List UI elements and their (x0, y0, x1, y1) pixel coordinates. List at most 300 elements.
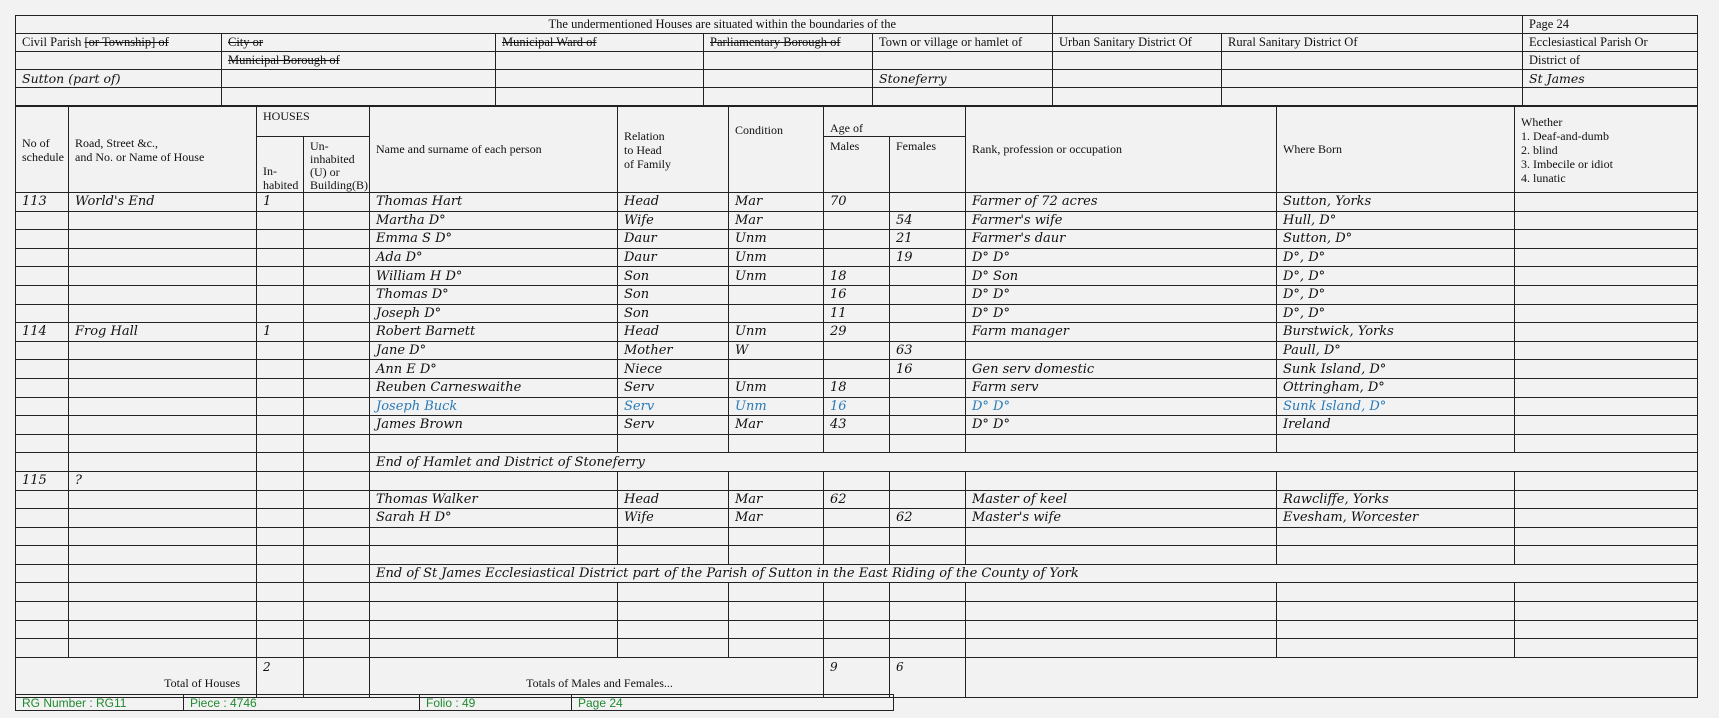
cell-male-age: 11 (824, 304, 890, 323)
cell-inhabited (257, 285, 304, 304)
cell-uninhabited (304, 583, 370, 602)
cell-schedule (16, 509, 69, 528)
cell-relation (618, 434, 729, 453)
cell-uninhabited (304, 230, 370, 249)
cell-name (370, 583, 618, 602)
cell-infirmity (1515, 416, 1698, 435)
cell-road (69, 267, 257, 286)
cell-uninhabited (304, 546, 370, 565)
cell-female-age (890, 285, 966, 304)
cell-occupation (966, 583, 1277, 602)
cell-female-age (890, 490, 966, 509)
cell-schedule (16, 360, 69, 379)
cell-name: Emma S D° (370, 230, 618, 249)
cell-inhabited (257, 416, 304, 435)
cell-condition (729, 602, 824, 621)
cell-name (370, 602, 618, 621)
cell-name: William H D° (370, 267, 618, 286)
label-urban-sanitary: Urban Sanitary District Of (1053, 34, 1222, 52)
cell-infirmity (1515, 304, 1698, 323)
col-schedule: No of schedule (16, 107, 69, 193)
total-males: 9 (824, 657, 890, 697)
cell-schedule (16, 546, 69, 565)
cell-occupation (966, 639, 1277, 658)
cell-female-age: 63 (890, 341, 966, 360)
cell-male-age (824, 620, 890, 639)
table-row (16, 546, 1698, 565)
cell-infirmity (1515, 490, 1698, 509)
footer-rg: RG Number : RG11 (16, 695, 184, 711)
cell-schedule (16, 341, 69, 360)
cell-uninhabited (304, 564, 370, 583)
cell-road: Frog Hall (69, 323, 257, 342)
cell-condition: Unm (729, 230, 824, 249)
census-sheet (15, 15, 1698, 698)
cell-female-age (890, 416, 966, 435)
cell-uninhabited (304, 360, 370, 379)
table-row (16, 323, 1698, 342)
cell-name (370, 527, 618, 546)
cell-infirmity (1515, 378, 1698, 397)
cell-occupation (966, 602, 1277, 621)
cell-inhabited (257, 267, 304, 286)
cell-occupation: D° D° (966, 248, 1277, 267)
cell-uninhabited (304, 602, 370, 621)
cell-infirmity (1515, 434, 1698, 453)
cell-condition (729, 546, 824, 565)
cell-schedule: 115 (16, 471, 69, 490)
cell-schedule (16, 230, 69, 249)
table-row (16, 602, 1698, 621)
cell-infirmity (1515, 230, 1698, 249)
cell-born: Burstwick, Yorks (1277, 323, 1515, 342)
cell-road (69, 378, 257, 397)
cell-relation: Head (618, 323, 729, 342)
cell-schedule (16, 490, 69, 509)
footer-piece: Piece : 4746 (184, 695, 420, 711)
cell-relation: Serv (618, 378, 729, 397)
cell-male-age (824, 434, 890, 453)
col-road: Road, Street &c., and No. or Name of House (69, 107, 257, 193)
cell-inhabited (257, 639, 304, 658)
cell-infirmity (1515, 267, 1698, 286)
cell-male-age: 62 (824, 490, 890, 509)
cell-male-age (824, 248, 890, 267)
cell-road (69, 285, 257, 304)
col-males: Males (824, 137, 890, 193)
cell-relation (618, 527, 729, 546)
cell-occupation: Gen serv domestic (966, 360, 1277, 379)
cell-name: Martha D° (370, 211, 618, 230)
cell-name (370, 639, 618, 658)
table-row (16, 304, 1698, 323)
cell-name: Joseph Buck (370, 397, 618, 416)
cell-female-age: 16 (890, 360, 966, 379)
cell-relation: Head (618, 193, 729, 212)
table-row (16, 471, 1698, 490)
footer-page: Page 24 (572, 695, 894, 711)
cell-name: Jane D° (370, 341, 618, 360)
cell-infirmity (1515, 193, 1698, 212)
cell-born (1277, 471, 1515, 490)
col-name: Name and surname of each person (370, 107, 618, 193)
cell-occupation (966, 546, 1277, 565)
table-row (16, 564, 1698, 583)
cell-inhabited (257, 527, 304, 546)
col-age-of: Age of (824, 107, 966, 137)
cell-born (1277, 434, 1515, 453)
cell-relation: Mother (618, 341, 729, 360)
cell-female-age (890, 323, 966, 342)
cell-inhabited (257, 397, 304, 416)
cell-condition (729, 471, 824, 490)
cell-female-age (890, 304, 966, 323)
cell-female-age (890, 546, 966, 565)
cell-male-age: 43 (824, 416, 890, 435)
table-row (16, 230, 1698, 249)
header-table (15, 15, 1698, 106)
cell-male-age (824, 639, 890, 658)
table-row (16, 527, 1698, 546)
col-condition: Condition (729, 107, 824, 193)
cell-uninhabited (304, 527, 370, 546)
cell-born: Paull, D° (1277, 341, 1515, 360)
label-city: City or (222, 34, 496, 52)
table-row (16, 285, 1698, 304)
cell-inhabited (257, 583, 304, 602)
cell-uninhabited (304, 620, 370, 639)
col-uninhabited: Un- inhabited (U) or Building(B) (304, 137, 370, 193)
cell-condition (729, 360, 824, 379)
cell-infirmity (1515, 583, 1698, 602)
cell-road (69, 620, 257, 639)
cell-schedule (16, 583, 69, 602)
cell-occupation (966, 341, 1277, 360)
cell-born: Sutton, D° (1277, 230, 1515, 249)
cell-born (1277, 602, 1515, 621)
table-row (16, 248, 1698, 267)
cell-relation: Daur (618, 248, 729, 267)
cell-condition (729, 620, 824, 639)
label-town-village: Town or village or hamlet of (873, 34, 1053, 52)
table-row (16, 211, 1698, 230)
header-blank (1053, 16, 1523, 34)
cell-road (69, 304, 257, 323)
cell-road (69, 360, 257, 379)
cell-female-age (890, 267, 966, 286)
cell-schedule (16, 285, 69, 304)
cell-infirmity (1515, 602, 1698, 621)
cell-schedule (16, 304, 69, 323)
cell-road (69, 527, 257, 546)
cell-uninhabited (304, 378, 370, 397)
table-row (16, 639, 1698, 658)
label-eccl-parish: Ecclesiastical Parish Or (1523, 34, 1698, 52)
cell-condition (729, 527, 824, 546)
cell-male-age: 16 (824, 285, 890, 304)
table-row (16, 453, 1698, 472)
cell-name: Ada D° (370, 248, 618, 267)
cell-occupation: D° D° (966, 285, 1277, 304)
cell-relation: Son (618, 304, 729, 323)
value-town-village: Stoneferry (873, 70, 1053, 88)
cell-male-age: 29 (824, 323, 890, 342)
cell-male-age (824, 583, 890, 602)
cell-schedule (16, 602, 69, 621)
cell-female-age (890, 434, 966, 453)
cell-infirmity (1515, 341, 1698, 360)
cell-female-age: 54 (890, 211, 966, 230)
cell-relation (618, 620, 729, 639)
cell-inhabited (257, 378, 304, 397)
cell-inhabited (257, 602, 304, 621)
cell-condition (729, 434, 824, 453)
cell-condition: Unm (729, 248, 824, 267)
cell-schedule (16, 434, 69, 453)
cell-occupation: Master of keel (966, 490, 1277, 509)
table-row (16, 397, 1698, 416)
total-mf-label: Totals of Males and Females... (370, 657, 824, 697)
cell-road (69, 490, 257, 509)
cell-male-age: 18 (824, 378, 890, 397)
cell-road (69, 341, 257, 360)
cell-male-age (824, 471, 890, 490)
cell-condition: Unm (729, 378, 824, 397)
cell-road (69, 639, 257, 658)
total-females: 6 (890, 657, 966, 697)
label-district-of: District of (1523, 52, 1698, 70)
cell-born: Hull, D° (1277, 211, 1515, 230)
cell-infirmity (1515, 323, 1698, 342)
cell-infirmity (1515, 211, 1698, 230)
col-whether: Whether 1. Deaf-and-dumb 2. blind 3. Imbecile or idiot 4. lunatic (1515, 107, 1698, 193)
header-banner: The undermentioned Houses are situated within the boundaries of the (16, 16, 1053, 34)
cell-uninhabited (304, 248, 370, 267)
cell-male-age (824, 211, 890, 230)
cell-condition: Mar (729, 193, 824, 212)
cell-uninhabited (304, 304, 370, 323)
cell-relation: Son (618, 285, 729, 304)
cell-female-age (890, 602, 966, 621)
cell-born: D°, D° (1277, 248, 1515, 267)
table-row (16, 583, 1698, 602)
col-relation: Relation to Head of Family (618, 107, 729, 193)
cell-infirmity (1515, 509, 1698, 528)
section-note: End of St James Ecclesiastical District part of the Parish of Sutton in the East Riding of the County of York (370, 564, 1698, 583)
cell-inhabited (257, 509, 304, 528)
cell-road (69, 583, 257, 602)
cell-condition: Unm (729, 323, 824, 342)
cell-road (69, 509, 257, 528)
cell-road: ? (69, 471, 257, 490)
cell-inhabited (257, 564, 304, 583)
cell-road: World's End (69, 193, 257, 212)
cell-schedule: 114 (16, 323, 69, 342)
cell-road (69, 230, 257, 249)
cell-occupation: Farm manager (966, 323, 1277, 342)
cell-inhabited (257, 434, 304, 453)
col-houses: HOUSES (257, 107, 370, 137)
cell-infirmity (1515, 546, 1698, 565)
label-rural-sanitary: Rural Sanitary District Of (1222, 34, 1523, 52)
cell-relation: Wife (618, 211, 729, 230)
value-civil-parish: Sutton (part of) (16, 70, 222, 88)
cell-relation (618, 602, 729, 621)
cell-name: James Brown (370, 416, 618, 435)
cell-infirmity (1515, 397, 1698, 416)
cell-male-age: 18 (824, 267, 890, 286)
total-houses-label: Total of Houses (16, 657, 257, 697)
cell-uninhabited (304, 211, 370, 230)
cell-infirmity (1515, 285, 1698, 304)
cell-female-age: 19 (890, 248, 966, 267)
cell-infirmity (1515, 527, 1698, 546)
cell-condition: W (729, 341, 824, 360)
cell-female-age (890, 397, 966, 416)
label-civil-parish: Civil Parish [or Township] of (16, 34, 222, 52)
cell-occupation (966, 620, 1277, 639)
cell-condition: Mar (729, 416, 824, 435)
cell-schedule (16, 639, 69, 658)
cell-condition (729, 285, 824, 304)
label-parliamentary-borough: Parliamentary Borough of (704, 34, 873, 52)
cell-uninhabited (304, 416, 370, 435)
cell-male-age (824, 360, 890, 379)
col-rank: Rank, profession or occupation (966, 107, 1277, 193)
cell-schedule (16, 453, 69, 472)
cell-occupation: Farmer's wife (966, 211, 1277, 230)
table-row (16, 620, 1698, 639)
cell-male-age (824, 602, 890, 621)
col-females: Females (890, 137, 966, 193)
cell-condition (729, 583, 824, 602)
label-municipal-borough: Municipal Borough of (222, 52, 496, 70)
cell-inhabited (257, 211, 304, 230)
value-eccl-parish: St James (1523, 70, 1698, 88)
cell-relation: Serv (618, 416, 729, 435)
table-row (16, 341, 1698, 360)
cell-born (1277, 546, 1515, 565)
cell-condition: Mar (729, 509, 824, 528)
cell-relation (618, 546, 729, 565)
cell-name: Thomas Walker (370, 490, 618, 509)
cell-name: Joseph D° (370, 304, 618, 323)
cell-condition (729, 304, 824, 323)
cell-schedule (16, 211, 69, 230)
cell-uninhabited (304, 267, 370, 286)
cell-uninhabited (304, 453, 370, 472)
cell-schedule (16, 378, 69, 397)
cell-female-age: 21 (890, 230, 966, 249)
cell-born: D°, D° (1277, 267, 1515, 286)
cell-born: D°, D° (1277, 285, 1515, 304)
section-note: End of Hamlet and District of Stoneferry (370, 453, 1698, 472)
table-row (16, 193, 1698, 212)
cell-occupation: Farmer's daur (966, 230, 1277, 249)
cell-inhabited (257, 341, 304, 360)
cell-infirmity (1515, 248, 1698, 267)
cell-infirmity (1515, 639, 1698, 658)
cell-uninhabited (304, 285, 370, 304)
cell-inhabited: 1 (257, 323, 304, 342)
cell-name (370, 434, 618, 453)
table-row (16, 509, 1698, 528)
census-table (15, 106, 1698, 698)
cell-male-age: 16 (824, 397, 890, 416)
cell-occupation: Farm serv (966, 378, 1277, 397)
cell-relation (618, 583, 729, 602)
cell-inhabited (257, 620, 304, 639)
cell-inhabited (257, 360, 304, 379)
cell-occupation: Farmer of 72 acres (966, 193, 1277, 212)
cell-occupation: D° Son (966, 267, 1277, 286)
cell-relation: Head (618, 490, 729, 509)
cell-road (69, 248, 257, 267)
cell-occupation: D° D° (966, 416, 1277, 435)
cell-uninhabited (304, 639, 370, 658)
cell-male-age (824, 230, 890, 249)
footer-bar (15, 694, 894, 711)
cell-born: D°, D° (1277, 304, 1515, 323)
cell-road (69, 211, 257, 230)
footer-folio: Folio : 49 (420, 695, 572, 711)
cell-relation: Daur (618, 230, 729, 249)
cell-schedule (16, 564, 69, 583)
cell-schedule (16, 248, 69, 267)
cell-schedule: 113 (16, 193, 69, 212)
cell-occupation (966, 434, 1277, 453)
cell-born (1277, 620, 1515, 639)
cell-road (69, 453, 257, 472)
cell-name (370, 471, 618, 490)
cell-born (1277, 527, 1515, 546)
cell-born: Sunk Island, D° (1277, 360, 1515, 379)
cell-schedule (16, 620, 69, 639)
cell-occupation (966, 527, 1277, 546)
cell-occupation: D° D° (966, 304, 1277, 323)
cell-uninhabited (304, 434, 370, 453)
total-houses-inhabited: 2 (257, 657, 304, 697)
cell-name: Thomas D° (370, 285, 618, 304)
cell-occupation (966, 471, 1277, 490)
cell-born: Ottringham, D° (1277, 378, 1515, 397)
cell-born: Rawcliffe, Yorks (1277, 490, 1515, 509)
cell-name (370, 546, 618, 565)
cell-condition: Unm (729, 267, 824, 286)
cell-uninhabited (304, 341, 370, 360)
cell-name: Reuben Carneswaithe (370, 378, 618, 397)
cell-uninhabited (304, 471, 370, 490)
cell-inhabited (257, 453, 304, 472)
table-row (16, 378, 1698, 397)
cell-male-age (824, 546, 890, 565)
cell-infirmity (1515, 471, 1698, 490)
cell-born: Sunk Island, D° (1277, 397, 1515, 416)
cell-condition: Mar (729, 490, 824, 509)
table-row (16, 434, 1698, 453)
cell-female-age (890, 620, 966, 639)
cell-condition (729, 639, 824, 658)
cell-born: Sutton, Yorks (1277, 193, 1515, 212)
col-where-born: Where Born (1277, 107, 1515, 193)
cell-infirmity (1515, 360, 1698, 379)
cell-name: Sarah H D° (370, 509, 618, 528)
cell-relation (618, 471, 729, 490)
cell-occupation: D° D° (966, 397, 1277, 416)
cell-male-age: 70 (824, 193, 890, 212)
cell-inhabited: 1 (257, 193, 304, 212)
cell-name: Ann E D° (370, 360, 618, 379)
